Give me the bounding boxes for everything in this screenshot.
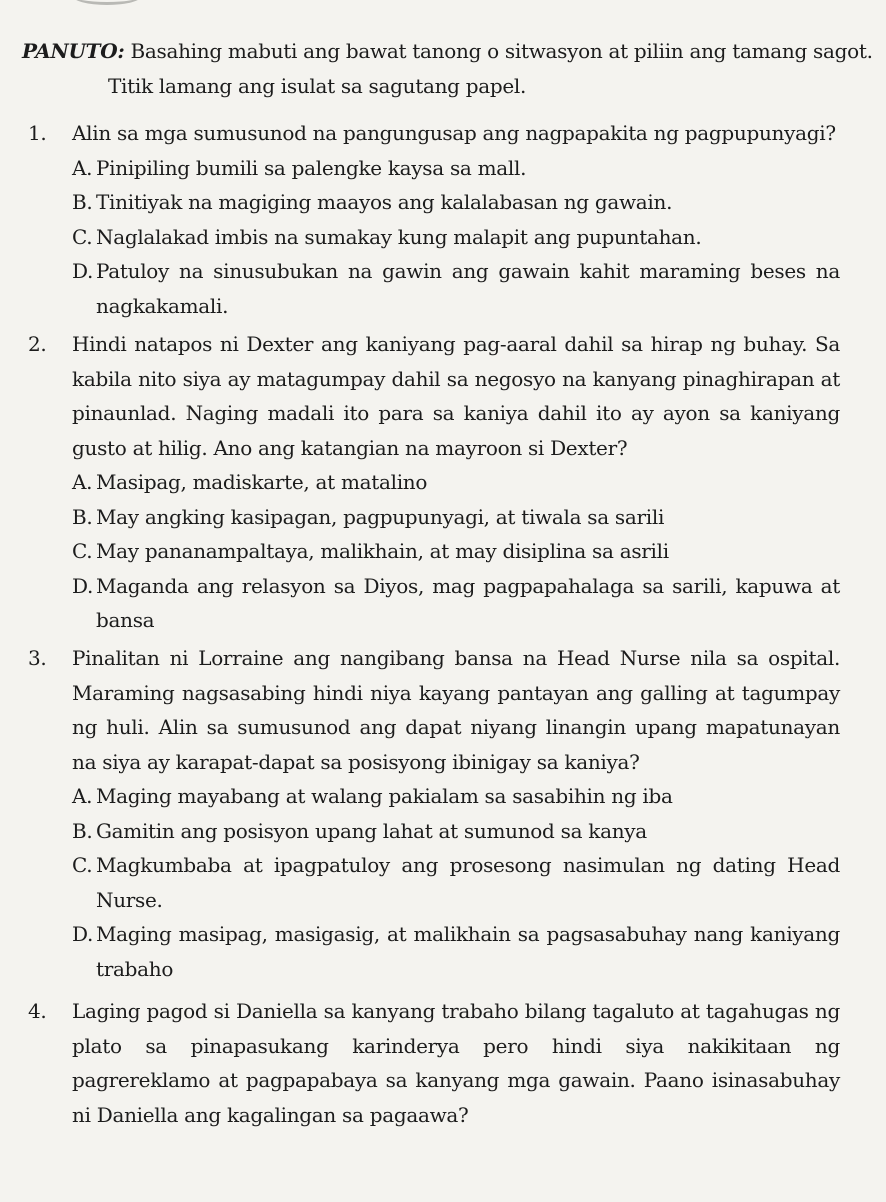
choice-d (72, 917, 840, 986)
choice-letter: C. (72, 853, 93, 877)
choice-list (72, 465, 840, 638)
choice-a (72, 779, 840, 814)
choice-letter: B. (72, 818, 93, 843)
question-3 (28, 641, 840, 986)
choice-letter: D. (72, 259, 94, 283)
directions (22, 34, 873, 104)
directions-text-line1: Basahing mabuti ang bawat tanong o sitwasyon at piliin ang tamang sagot. (124, 39, 873, 63)
choice-text: Maging masipag, masigasig, at malikhain sa pagsasabuhay nang kaniyang trabaho (96, 922, 840, 981)
choice-letter: C. (72, 224, 93, 249)
choice-c (72, 534, 840, 569)
choice-text: Pinipiling bumili sa palengke kaysa sa mall. (96, 155, 527, 180)
choice-letter: A. (72, 155, 93, 180)
choice-text: May pananampaltaya, malikhain, at may disiplina sa asrili (96, 539, 669, 563)
choice-c (72, 848, 840, 917)
question-number: 4. (28, 999, 47, 1023)
choice-text: Tinitiyak na magiging maayos ang kalalabasan ng gawain. (96, 190, 673, 214)
choice-text: Masipag, madiskarte, at matalino (96, 470, 428, 494)
choice-d (72, 569, 840, 638)
question-number: 3. (28, 646, 47, 670)
choice-text: Maging mayabang at walang pakialam sa sasabihin ng iba (96, 784, 673, 808)
question-1 (28, 116, 840, 323)
choice-c (72, 220, 840, 255)
question-number: 2. (28, 332, 47, 356)
choice-list (72, 779, 840, 986)
choice-b (72, 814, 840, 849)
question-text: Hindi natapos ni Dexter ang kaniyang pag-aaral dahil sa hirap ng buhay. Sa kabila nito siya ay matagumpay dahil sa negosyo na kanyang pinaghirapan at pinaunlad. Naging madali ito para sa kaniya dahil ito ay ayon sa kaniyang gusto at hilig. Ano ang katangian na mayroon si Dexter? (72, 332, 840, 460)
choice-text: May angking kasipagan, pagpupunyagi, at tiwala sa sarili (96, 504, 665, 529)
choice-a (72, 465, 840, 500)
question-text: Laging pagod si Daniella sa kanyang trabaho bilang tagaluto at tagahugas ng plato sa pinapasukang karinderya pero hindi siya nakikitaan ng pagrereklamo at pagpapabaya sa kanyang mga gawain. Paano isinasabuhay ni Daniella ang kagalingan sa pagaawa? (72, 999, 840, 1127)
choice-letter: C. (72, 539, 93, 563)
question-4 (28, 994, 840, 1132)
choice-b (72, 185, 840, 220)
choice-text: Naglalakad imbis na sumakay kung malapit ang pupuntahan. (96, 224, 702, 249)
question-text: Alin sa mga sumusunod na pangungusap ang nagpapakita ng pagpupunyagi? (72, 121, 836, 145)
choice-text: Patuloy na sinusubukan na gawin ang gawain kahit maraming beses na nagkakamali. (96, 259, 840, 318)
directions-label: PANUTO: (22, 39, 125, 63)
question-number: 1. (28, 121, 47, 145)
choice-text: Magkumbaba at ipagpatuloy ang prosesong nasimulan ng dating Head Nurse. (96, 853, 840, 912)
choice-text: Gamitin ang posisyon upang lahat at sumunod sa kanya (96, 818, 647, 843)
choice-list (72, 151, 840, 324)
choice-b (72, 500, 840, 535)
choice-letter: D. (72, 573, 94, 598)
choice-letter: A. (72, 784, 93, 808)
choice-letter: D. (72, 922, 94, 946)
choice-letter: B. (72, 190, 93, 214)
choice-d (72, 254, 840, 323)
directions-text-line2: Titik lamang ang isulat sa sagutang papel. (108, 74, 527, 98)
choice-letter: A. (72, 470, 93, 494)
choice-letter: B. (72, 504, 93, 529)
choice-a (72, 151, 840, 186)
question-text: Pinalitan ni Lorraine ang nangibang bansa na Head Nurse nila sa ospital. Maraming nagsasabing hindi niya kayang pantayan ang galling at tagumpay ng huli. Alin sa sumusunod ang dapat niyang linangin upang mapatunayan na siya ay karapat-dapat sa posisyong ibinigay sa kaniya? (72, 646, 840, 774)
choice-text: Maganda ang relasyon sa Diyos, mag pagpapahalaga sa sarili, kapuwa at bansa (96, 573, 840, 632)
question-2 (28, 327, 840, 638)
page-edge-mark (72, 0, 142, 5)
